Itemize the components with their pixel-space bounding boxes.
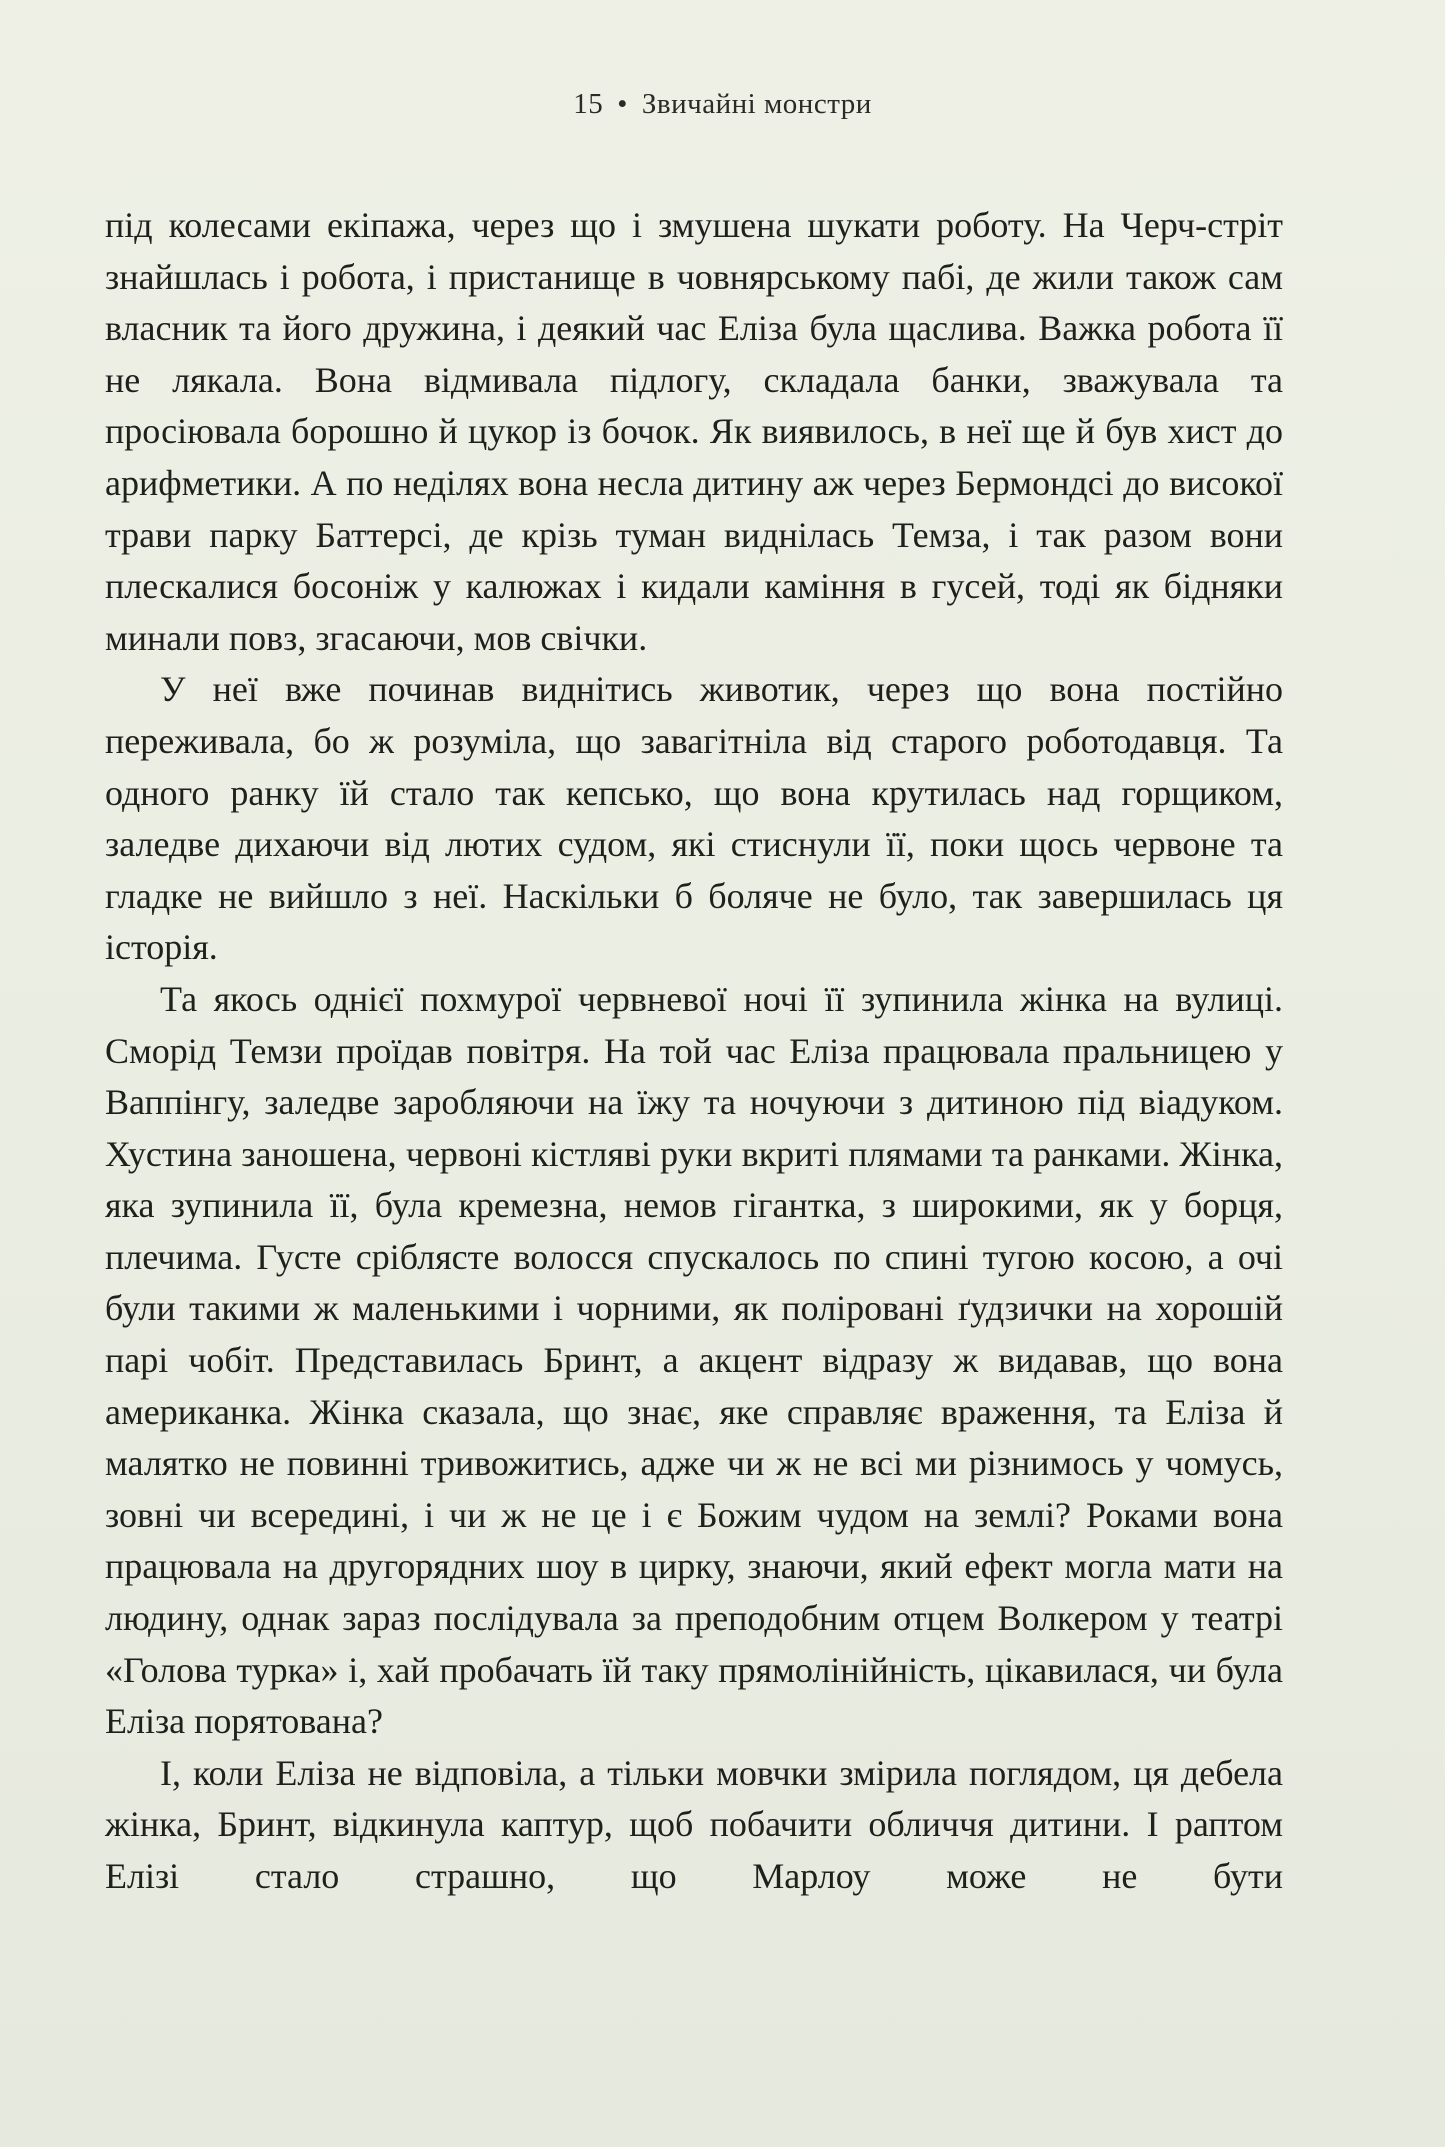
running-header: [0, 88, 1445, 121]
paragraph-2: У неї вже починав виднітись животик, через що вона постійно переживала, бо ж розуміла, що завагітніла від старого роботодавця. Та одного ранку їй стало так кепсько, що вона крутилась над горщиком, заледве дихаючи від лютих судом, які стиснули її, поки щось червоне та гладке не вийшло з неї. Наскільки б боляче не було, так завершилась ця історія.: [105, 669, 1283, 968]
paragraph-3: Та якось однієї похмурої червневої ночі її зупинила жінка на вулиці. Сморід Темзи проїдав повітря. На той час Еліза працювала пральницею у Ваппінгу, заледве заробляючи на їжу та ночуючи з дитиною під віадуком. Хустина заношена, червоні кістляві руки вкриті плямами та ранками. Жінка, яка зупинила її, була кремезна, немов гігантка, з широкими, як у борця, плечима. Густе сріблясте волосся спускалось по спині тугою косою, а очі були такими ж маленькими і чорними, як поліровані ґудзички на хорошій парі чобіт. Представилась Бринт, а акцент відразу ж видавав, що вона американка. Жінка сказала, що знає, яке справляє враження, та Еліза й малятко не повинні тривожитись, адже чи ж не всі ми різнимось у чомусь, зовні чи всередині, і чи ж не це і є Божим чудом на землі? Роками вона працювала на другорядних шоу в цирку, знаючи, який ефект могла мати на людину, однак зараз послідувала за преподобним отцем Волкером у театрі «Голова турка» і, хай пробачать їй таку прямолінійність, цікавилася, чи була Еліза порятована?: [105, 978, 1283, 1742]
header-separator: •: [617, 88, 628, 120]
paragraph-1: під колесами екіпажа, через що і змушена шукати роботу. На Черч-стріт знайшлась і робота, і пристанище в човнярському пабі, де жили також сам власник та його дружина, і деякий час Еліза була щаслива. Важка робота її не лякала. Вона відмивала підлогу, складала банки, зважувала та просіювала борошно й цукор із бочок. Як виявилось, в неї ще й був хист до арифметики. А по неділях вона несла дитину аж через Бермондсі до високої трави парку Баттерсі, де крізь туман виднілась Темза, і так разом вони плескалися босоніж у калюжах і кидали каміння в гусей, тоді як бідняки минали повз, згасаючи, мов свічки.: [105, 205, 1283, 658]
body-text: [105, 200, 1283, 1903]
chapter-title: Звичайні монстри: [641, 88, 872, 120]
paragraph-4: І, коли Еліза не відповіла, а тільки мовчки змірила поглядом, ця дебела жінка, Бринт, відкинула каптур, щоб побачити обличчя дитини. І раптом Елізі стало страшно, що Марлоу може не бути: [105, 1752, 1283, 1896]
page-number: 15: [573, 88, 604, 120]
